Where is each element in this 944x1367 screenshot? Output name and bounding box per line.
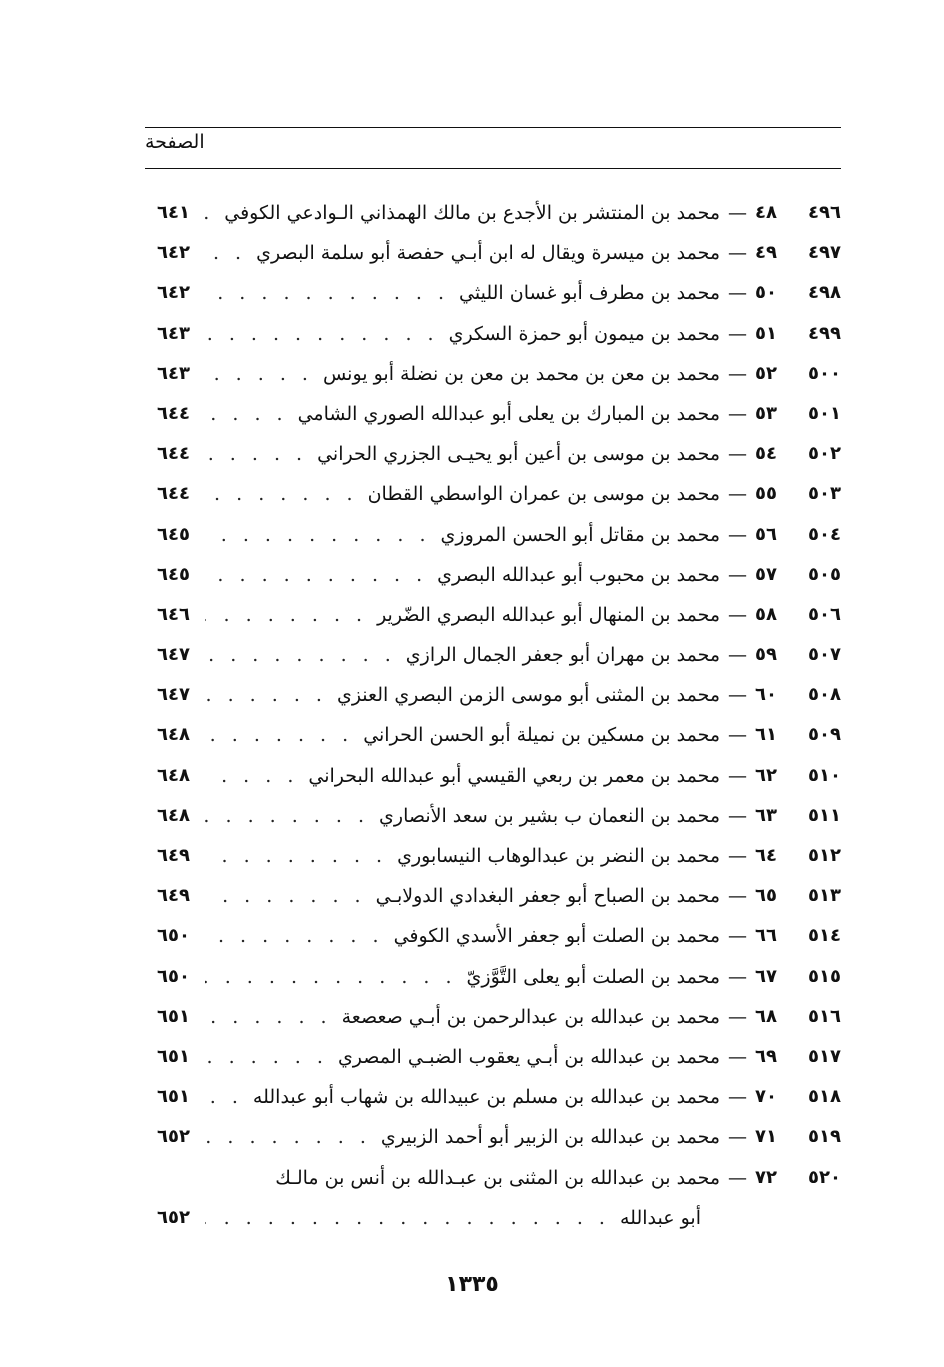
entry-index: ٦٥ bbox=[755, 885, 777, 907]
entry-text bbox=[205, 1077, 777, 1117]
entry-number: ٥١٦ bbox=[808, 1005, 841, 1027]
index-row bbox=[145, 273, 841, 313]
entry-name: محمد بن المنتشر بن الأجدع بن مالك الهمذاني الـوادعي الكوفي bbox=[224, 202, 721, 224]
entry-name: محمد بن مهران أبو جعفر الجمال الرازي bbox=[405, 644, 721, 667]
entry-name: محمد بن المثنى أبو موسى الزمن البصري العنزي bbox=[336, 684, 721, 707]
entry-index: ٥٦ bbox=[755, 523, 777, 545]
entry-page: ٦٥١ bbox=[157, 1045, 190, 1067]
entry-index: ٥٠ bbox=[755, 282, 777, 304]
entry-dash: — bbox=[728, 845, 748, 867]
entry-text bbox=[205, 1037, 777, 1077]
entry-text bbox=[205, 434, 777, 474]
entry-number: ٥٠٧ bbox=[808, 644, 841, 666]
entry-number: ٤٩٨ bbox=[808, 282, 841, 304]
index-row bbox=[145, 836, 841, 876]
dot-leader bbox=[205, 434, 307, 474]
entry-name: محمد بن المنهال أبو عبدالله البصري الضّرير bbox=[377, 603, 721, 626]
dot-leader bbox=[205, 354, 313, 394]
entry-index: ٦٠ bbox=[755, 684, 777, 706]
entry-index: ٥١ bbox=[755, 322, 777, 344]
entry-dash: — bbox=[728, 644, 748, 667]
index-row bbox=[145, 595, 841, 635]
entry-index: ٦٩ bbox=[755, 1045, 777, 1067]
entry-text bbox=[205, 916, 777, 956]
entry-text bbox=[205, 957, 777, 997]
entry-page: ٦٤٨ bbox=[157, 724, 190, 746]
dot-leader bbox=[205, 474, 358, 514]
entry-dash: — bbox=[728, 242, 748, 265]
index-row bbox=[145, 997, 841, 1037]
dot-leader bbox=[205, 1037, 328, 1077]
entry-dash: — bbox=[728, 885, 748, 908]
entry-index: ٦٤ bbox=[755, 845, 777, 866]
entry-text bbox=[205, 273, 777, 313]
index-row bbox=[145, 1117, 841, 1157]
dot-leader bbox=[205, 1077, 243, 1117]
entry-page: ٦٤٦ bbox=[157, 603, 190, 625]
entry-dash: — bbox=[728, 402, 748, 425]
entry-text bbox=[205, 715, 777, 755]
entry-text bbox=[205, 354, 777, 394]
entry-name: محمد بن الصلت أبو جعفر الأسدي الكوفي bbox=[393, 925, 721, 948]
index-row-continuation bbox=[145, 1198, 841, 1242]
dot-leader bbox=[205, 193, 214, 233]
dot-leader bbox=[205, 515, 431, 555]
entry-index: ٥٩ bbox=[755, 644, 777, 666]
entry-number: ٥٠٢ bbox=[808, 443, 841, 465]
entry-text bbox=[205, 876, 777, 916]
top-rule bbox=[145, 127, 841, 128]
entry-number: ٥٠٣ bbox=[808, 483, 841, 505]
index-row bbox=[145, 434, 841, 474]
entry-index: ٦٦ bbox=[755, 925, 777, 947]
entry-page: ٦٤١ bbox=[157, 202, 190, 223]
entry-text bbox=[205, 394, 777, 434]
entry-dash: — bbox=[728, 483, 748, 506]
entry-number: ٥١٩ bbox=[808, 1126, 841, 1148]
entry-dash: — bbox=[728, 282, 748, 305]
dot-leader bbox=[205, 1117, 371, 1157]
entry-text bbox=[205, 796, 777, 836]
index-row bbox=[145, 635, 841, 675]
entry-page: ٦٤٩ bbox=[157, 885, 190, 907]
entry-page: ٦٥١ bbox=[157, 1005, 190, 1027]
entry-index: ٦٨ bbox=[755, 1005, 777, 1027]
entry-number: ٥٠٦ bbox=[808, 603, 841, 625]
entry-index: ٤٨ bbox=[755, 202, 777, 223]
dot-leader bbox=[205, 273, 449, 313]
dot-leader bbox=[205, 796, 369, 836]
entry-index: ٥٣ bbox=[755, 402, 777, 424]
entry-index: ٤٩ bbox=[755, 242, 777, 264]
dot-leader bbox=[205, 836, 387, 876]
entry-page: ٦٤٤ bbox=[157, 483, 190, 505]
index-row bbox=[145, 1037, 841, 1077]
entry-page: ٦٤٩ bbox=[157, 845, 190, 866]
entry-number: ٥١٨ bbox=[808, 1086, 841, 1108]
entry-dash: — bbox=[728, 202, 748, 224]
entry-page: ٦٥٠ bbox=[157, 965, 190, 987]
entry-dash: — bbox=[728, 1166, 748, 1189]
entry-text bbox=[205, 836, 777, 876]
entry-name: محمد بن الصباح أبو جعفر البغدادي الدولابـي bbox=[375, 885, 721, 908]
entry-number: ٥١٥ bbox=[808, 965, 841, 987]
dot-leader bbox=[205, 916, 384, 956]
entry-name: محمد بن ميسرة ويقال له ابن أبـي حفصة أبو سلمة البصري bbox=[256, 242, 721, 265]
entry-name: محمد بن النضر بن عبدالوهاب النيسابوري bbox=[397, 845, 721, 867]
index-row bbox=[145, 314, 841, 354]
dot-leader bbox=[205, 756, 298, 796]
dot-leader bbox=[205, 957, 457, 997]
entry-page: ٦٤٣ bbox=[157, 322, 190, 344]
entry-name: محمد بن مقاتل أبو الحسن المروزي bbox=[440, 523, 721, 546]
entry-page: ٦٤٥ bbox=[157, 523, 190, 545]
entry-name: محمد بن المبارك بن يعلى أبو عبدالله الصوري الشامي bbox=[297, 402, 721, 425]
entry-index: ٥٨ bbox=[755, 603, 777, 625]
dot-leader bbox=[205, 595, 367, 635]
index-row bbox=[145, 354, 841, 394]
index-row bbox=[145, 756, 841, 796]
entry-page: ٦٥٠ bbox=[157, 925, 190, 947]
entry-name: محمد بن الصلت أبو يعلى التَّوَّزيّ bbox=[466, 965, 721, 988]
entry-page: ٦٤٢ bbox=[157, 282, 190, 304]
entry-index: ٦٢ bbox=[755, 764, 777, 786]
entry-text bbox=[205, 595, 777, 635]
entry-dash: — bbox=[728, 1005, 748, 1028]
entry-name: محمد بن عبدالله بن الزبير أبو أحمد الزبيري bbox=[380, 1126, 721, 1149]
dot-leader bbox=[205, 997, 332, 1037]
entry-name: محمد بن مسكين بن نميلة أبو الحسن الحراني bbox=[363, 724, 721, 747]
index-row bbox=[145, 715, 841, 755]
entry-dash: — bbox=[728, 724, 748, 747]
entry-dash: — bbox=[728, 684, 748, 707]
dot-leader bbox=[205, 1198, 610, 1238]
entry-number: ٥١٢ bbox=[808, 845, 841, 866]
entry-page: ٦٤٥ bbox=[157, 563, 190, 585]
entry-page: ٦٤٣ bbox=[157, 362, 190, 384]
index-row bbox=[145, 796, 841, 836]
dot-leader bbox=[205, 394, 288, 434]
entry-name: محمد بن عبدالله بن مسلم بن عبيدالله بن شهاب أبو عبدالله bbox=[252, 1086, 721, 1109]
page-column-header: الصفحة bbox=[145, 131, 205, 153]
dot-leader bbox=[205, 555, 427, 595]
entry-name: محمد بن معمر بن ربعي القيسي أبو عبدالله البحراني bbox=[308, 764, 721, 787]
entry-name: محمد بن محبوب أبو عبدالله البصري bbox=[437, 563, 721, 586]
index-row bbox=[145, 233, 841, 273]
entry-name: أبو عبدالله bbox=[619, 1206, 701, 1229]
entry-name: محمد بن موسى بن أعين أبو يحيـى الجزري الحراني bbox=[317, 443, 721, 466]
entry-name: محمد بن عبدالله بن أبـي يعقوب الضبـي المصري bbox=[337, 1045, 721, 1068]
entry-dash: — bbox=[728, 925, 748, 948]
entry-number: ٥١٣ bbox=[808, 885, 841, 907]
entry-index: ٦٣ bbox=[755, 804, 777, 826]
entry-number: ٥٢٠ bbox=[808, 1166, 841, 1188]
entry-page: ٦٤٨ bbox=[157, 764, 190, 786]
entry-index: ٧٠ bbox=[755, 1086, 777, 1108]
entry-text bbox=[205, 314, 777, 354]
entry-index: ٧١ bbox=[755, 1126, 777, 1148]
entry-number: ٥١١ bbox=[808, 804, 841, 826]
dot-leader bbox=[205, 635, 396, 675]
entry-number: ٥٠٥ bbox=[808, 563, 841, 585]
entry-number: ٥٠٨ bbox=[808, 684, 841, 706]
entry-index: ٥٧ bbox=[755, 563, 777, 585]
entry-name: محمد بن ميمون أبو حمزة السكري bbox=[448, 322, 721, 345]
entry-dash: — bbox=[728, 603, 748, 626]
entry-number: ٥١٧ bbox=[808, 1045, 841, 1067]
page-number: ١٣٣٥ bbox=[445, 1272, 499, 1297]
index-row bbox=[145, 876, 841, 916]
entry-index: ٥٢ bbox=[755, 362, 777, 384]
dot-leader bbox=[205, 233, 246, 273]
entry-name: محمد بن عبدالله بن عبدالرحمن بن أبـي صعصعة bbox=[341, 1005, 721, 1028]
entry-text bbox=[205, 193, 777, 233]
entry-page: ٦٤٢ bbox=[157, 242, 190, 264]
entry-dash: — bbox=[728, 764, 748, 787]
entry-name: محمد بن موسى بن عمران الواسطي القطان bbox=[367, 483, 721, 506]
entry-dash: — bbox=[728, 804, 748, 827]
entry-index: ٧٢ bbox=[755, 1166, 777, 1188]
dot-leader bbox=[205, 715, 353, 755]
entry-dash: — bbox=[728, 1126, 748, 1149]
dot-leader bbox=[205, 876, 366, 916]
entry-name: محمد بن النعمان ب بشير بن سعد الأنصاري bbox=[379, 804, 721, 827]
entry-text bbox=[205, 635, 777, 675]
entry-dash: — bbox=[728, 362, 748, 385]
dot-leader bbox=[205, 675, 327, 715]
entry-page: ٦٤٤ bbox=[157, 402, 190, 424]
entry-number: ٥٠٠ bbox=[808, 362, 841, 384]
entry-dash: — bbox=[728, 523, 748, 546]
entry-number: ٤٩٦ bbox=[808, 202, 841, 223]
index-row bbox=[145, 1158, 841, 1198]
entry-dash: — bbox=[728, 563, 748, 586]
entry-number: ٥٠٩ bbox=[808, 724, 841, 746]
entry-text bbox=[205, 1198, 701, 1238]
entry-page: ٦٥١ bbox=[157, 1086, 190, 1108]
entry-dash: — bbox=[728, 1045, 748, 1068]
entry-index: ٦١ bbox=[755, 724, 777, 746]
entry-text bbox=[205, 1117, 777, 1157]
entry-text bbox=[205, 997, 777, 1037]
entry-index: ٥٤ bbox=[755, 443, 777, 465]
index-row bbox=[145, 193, 841, 233]
entry-dash: — bbox=[728, 443, 748, 466]
entry-number: ٥٠٤ bbox=[808, 523, 841, 545]
entry-text bbox=[205, 555, 777, 595]
entry-number: ٤٩٩ bbox=[808, 322, 841, 344]
index-row bbox=[145, 675, 841, 715]
entry-text bbox=[205, 474, 777, 514]
entry-page: ٦٤٧ bbox=[157, 644, 190, 666]
entry-dash: — bbox=[728, 965, 748, 988]
entry-number: ٥١٤ bbox=[808, 925, 841, 947]
entry-text bbox=[205, 233, 777, 273]
entry-text bbox=[205, 1158, 777, 1198]
entry-number: ٤٩٧ bbox=[808, 242, 841, 264]
entry-page: ٦٥٢ bbox=[157, 1206, 190, 1228]
index-row bbox=[145, 394, 841, 434]
entry-number: ٥٠١ bbox=[808, 402, 841, 424]
entry-name: محمد بن عبدالله بن المثنى بن عبـدالله بن أنس بن مالـك bbox=[275, 1166, 721, 1189]
entry-text bbox=[205, 756, 777, 796]
index-row bbox=[145, 474, 841, 514]
index-row bbox=[145, 916, 841, 956]
entry-index: ٥٥ bbox=[755, 483, 777, 505]
entry-page: ٦٤٧ bbox=[157, 684, 190, 706]
index-row bbox=[145, 1077, 841, 1117]
index-row bbox=[145, 555, 841, 595]
entry-page: ٦٤٨ bbox=[157, 804, 190, 826]
entry-number: ٥١٠ bbox=[808, 764, 841, 786]
index-entries bbox=[145, 193, 841, 1242]
dot-leader bbox=[205, 314, 439, 354]
index-row bbox=[145, 957, 841, 997]
entry-text bbox=[205, 515, 777, 555]
entry-page: ٦٤٤ bbox=[157, 443, 190, 465]
entry-dash: — bbox=[728, 1086, 748, 1109]
entry-index: ٦٧ bbox=[755, 965, 777, 987]
entry-page: ٦٥٢ bbox=[157, 1126, 190, 1148]
header-rule bbox=[145, 168, 841, 169]
index-row bbox=[145, 515, 841, 555]
entry-name: محمد بن مطرف أبو غسان الليثي bbox=[459, 282, 721, 305]
entry-dash: — bbox=[728, 322, 748, 345]
entry-name: محمد بن معن بن محمد بن معن بن نضلة أبو يونس bbox=[322, 362, 721, 385]
entry-text bbox=[205, 675, 777, 715]
